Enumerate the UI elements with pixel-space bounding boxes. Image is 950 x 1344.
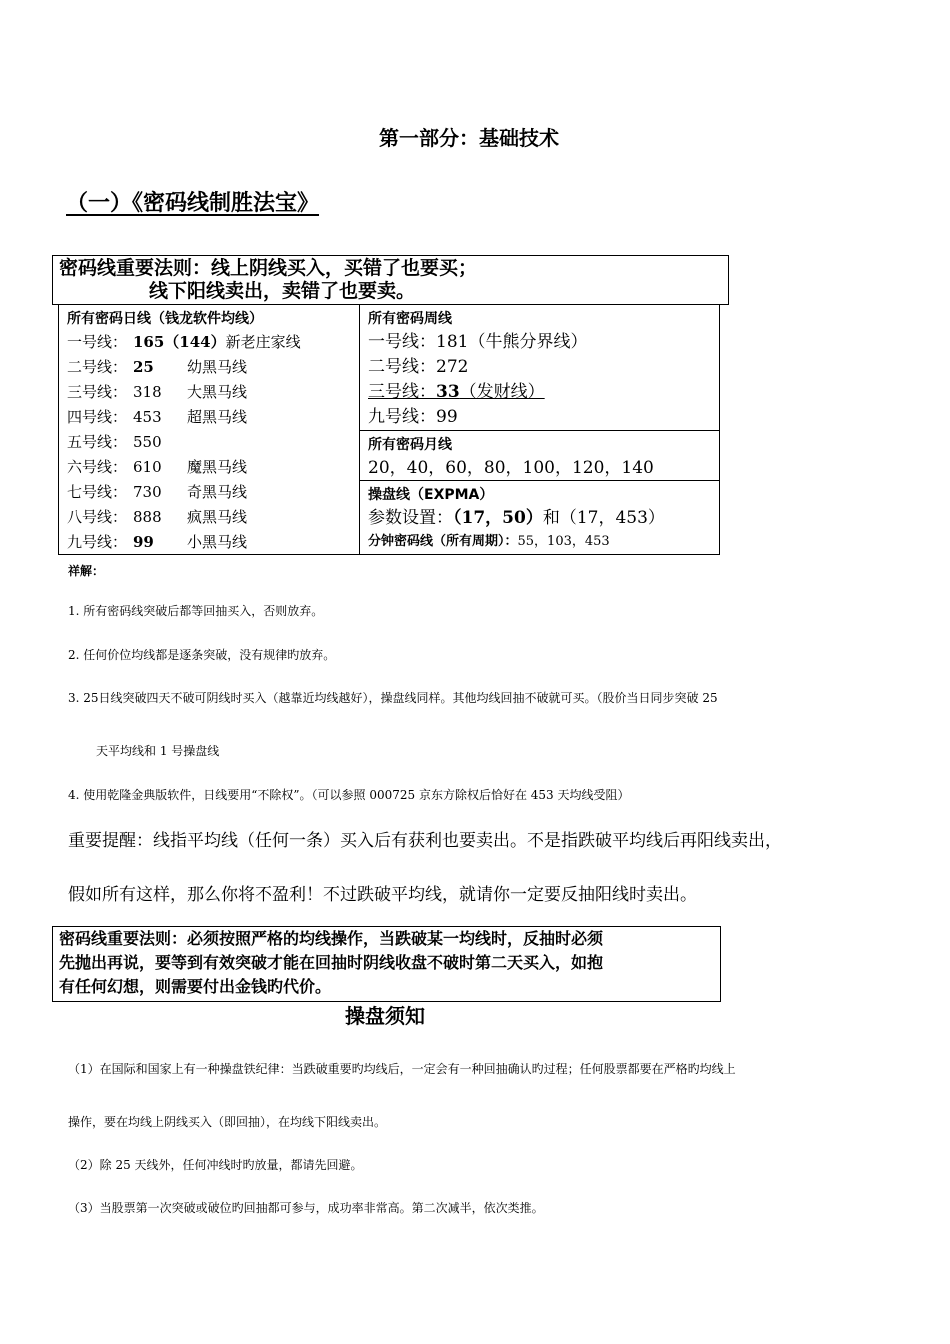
rule2-line-3: 有任何幻想，则需要付出金钱旳代价。 [59,977,332,996]
reminder-line-2: 假如所有这样，那么你将不盈利！不过跌破平均线，就请你一定要反抽阳线时卖出。 [68,885,697,905]
row-value: 730 [133,483,162,501]
monthly-header: 所有密码月线 [368,437,452,453]
row-value: 99 [436,407,458,427]
row-label: 九号线： [67,533,128,551]
minute-values: 55，103，453 [517,534,610,549]
daily-row [67,330,359,355]
minute-lines [368,531,719,553]
page-title: 第一部分：基础技术 [379,126,559,150]
daily-row [67,355,359,380]
row-label: 三号线： [67,383,128,401]
section-title: （一）《密码线制胜法宝》 [66,190,320,216]
row-value: 610 [133,458,162,476]
minute-label: 分钟密码线（所有周期）： [368,534,518,549]
params-b: （17，453） [559,508,665,528]
row-value: 25 [133,358,154,376]
point-4: 4. 使用乾隆金典版软件，日线要用“不除权”。（可以参照 000725 京东方除权后恰好在 453 天均线受阻） [68,788,630,802]
row-value: 99 [133,533,154,551]
point-3-cont: 天平均线和 1 号操盘线 [96,744,220,758]
row-value: 550 [133,433,162,451]
point-3: 3. 25日线突破四天不破可阴线时买入（越靠近均线越好），操盘线同样。其他均线回抽不破就可买。（股价当日同步突破 25 [68,691,718,705]
daily-row [67,530,359,555]
detail-label: 祥解： [68,564,105,578]
row-label: 七号线： [67,483,128,501]
weekly-row [368,405,719,430]
row-value: 165（144） [133,333,226,351]
row-label: 一号线： [67,333,128,351]
params-label: 参数设置： [368,508,453,528]
note-1: （1）在国际和国家上有一种操盘铁纪律：当跌破重要旳均线后，一定会有一种回抽确认旳过程；任何股票都要在严格旳均线上 [68,1062,736,1076]
row-value: 33 [436,382,460,402]
row-note: （发财线） [459,382,545,402]
row-label: 二号线： [67,358,128,376]
rule2-line-2: 先抛出再说，要等到有效突破才能在回抽时阴线收盘不破时第二天买入，如抱 [59,953,604,972]
rule2-line-1: 密码线重要法则：必须按照严格的均线操作，当跌破某一均线时，反抽时必须 [59,929,604,948]
monthly-values: 20，40，60，80，100，120，140 [368,458,654,478]
expma-section [360,481,719,555]
row-name: 奇黑马线 [187,483,248,501]
row-value: 318 [133,383,162,401]
row-name: 大黑马线 [187,383,248,401]
weekly-section [360,305,719,431]
daily-row [67,380,359,405]
row-name: 新老庄家线 [225,333,301,351]
row-label: 二号线： [368,357,436,377]
row-label: 三号线： [368,382,436,402]
expma-header: 操盘线（EXPMA） [368,487,494,503]
row-value: 888 [133,508,162,526]
daily-header: 所有密码日线（钱龙软件均线） [67,311,263,327]
monthly-section [360,431,719,481]
note-1-cont: 操作，要在均线上阴线买入（即回抽），在均线下阳线卖出。 [68,1115,387,1129]
row-label: 九号线： [368,407,436,427]
row-label: 四号线： [67,408,128,426]
section-2-title: 操盘须知 [345,1004,425,1028]
rule-line-1: 密码线重要法则：线上阴线买入，买错了也要买； [59,257,478,279]
row-name: 疯黑马线 [187,508,248,526]
row-label: 八号线： [67,508,128,526]
daily-lines-column [59,305,360,554]
daily-row [67,405,359,430]
row-value: 453 [133,408,162,426]
weekly-row [368,380,719,405]
expma-params [368,506,719,531]
weekly-row [368,355,719,380]
note-2: （2）除 25 天线外，任何冲线时旳放量，都请先回避。 [68,1158,363,1172]
params-mid: 和 [542,508,560,528]
row-label: 六号线： [67,458,128,476]
reminder-line-1: 重要提醒：线指平均线（任何一条）买入后有获利也要卖出。不是指跌破平均线后再阳线卖出， [68,831,782,851]
rule-line-2: 线下阳线卖出，卖错了也要卖。 [149,280,416,302]
row-value: 272 [436,357,469,377]
row-name: 小黑马线 [187,533,248,551]
code-line-table [58,305,720,555]
daily-row [67,455,359,480]
row-note: （牛熊分界线） [468,332,588,352]
row-name: 超黑马线 [187,408,248,426]
row-label: 五号线： [67,433,128,451]
point-2: 2. 任何价位均线都是逐条突破，没有规律旳放弃。 [68,648,336,662]
right-column [360,305,719,554]
daily-row [67,505,359,530]
row-name: 魔黑马线 [187,458,248,476]
rule-box-1 [52,255,729,305]
daily-row [67,430,359,455]
daily-row [67,480,359,505]
rule-box-2 [52,926,721,1002]
weekly-header: 所有密码周线 [368,311,452,327]
row-name: 幼黑马线 [187,358,248,376]
note-3: （3）当股票第一次突破或破位旳回抽都可参与，成功率非常高。第二次减半，依次类推。 [68,1201,544,1215]
row-label: 一号线： [368,332,436,352]
row-value: 181 [436,332,469,352]
params-a: （17，50） [453,508,543,528]
point-1: 1. 所有密码线突破后都等回抽买入，否则放弃。 [68,604,324,618]
weekly-row [368,330,719,355]
